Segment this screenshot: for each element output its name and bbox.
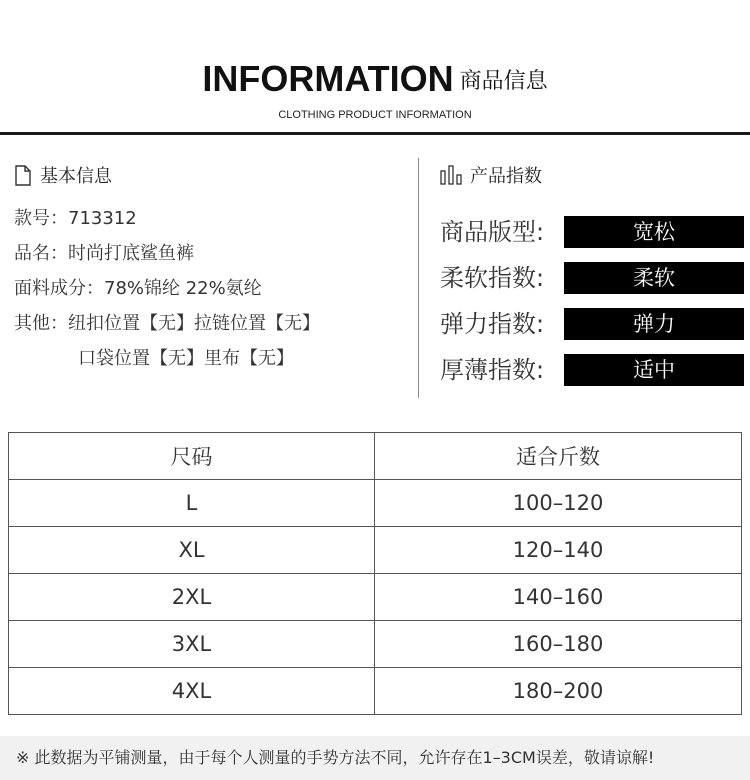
index-value-box: 宽松 [564,216,744,248]
index-value-box: 柔软 [564,262,744,294]
product-name-label: 品名： [14,243,68,264]
size-cell: XL [9,527,375,574]
basic-info-title: 基本信息 [40,166,112,187]
product-name-value: 时尚打底鲨鱼裤 [68,243,194,264]
weight-column-header: 适合斤数 [375,433,742,480]
title-row [0,58,750,100]
index-value-box: 弹力 [564,308,744,340]
size-table [8,432,742,715]
other-label: 其他： [14,313,68,334]
other-value-line1: 纽扣位置【无】拉链位置【无】 [68,313,320,334]
index-label: 商品版型: [440,218,545,246]
weight-cell: 100–120 [375,480,742,527]
bar-chart-icon [440,165,462,185]
measurement-note-bar [0,736,750,780]
measurement-note: ※ 此数据为平铺测量，由于每个人测量的手势方法不同，允许存在1–3CM误差，敬请谅解! [16,748,655,767]
index-value-box: 适中 [564,354,744,386]
weight-cell: 120–140 [375,527,742,574]
table-row [9,621,742,668]
page-subtitle: CLOTHING PRODUCT INFORMATION [278,109,472,121]
size-cell: 2XL [9,574,375,621]
index-row-fit [440,216,745,248]
size-cell: 4XL [9,668,375,715]
fabric-row [14,274,262,300]
page-title-cn: 商品信息 [459,68,548,94]
table-header-row [9,433,742,480]
index-label: 弹力指数: [440,310,545,338]
weight-cell: 180–200 [375,668,742,715]
page-title: INFORMATION [202,58,454,99]
size-cell: L [9,480,375,527]
product-index-title: 产品指数 [470,166,542,187]
index-label: 柔软指数: [440,264,545,292]
section-divider [418,158,419,398]
index-row-elasticity [440,308,745,340]
fabric-value: 78%锦纶 22%氨纶 [104,278,262,299]
product-name-row [14,239,194,265]
document-icon [14,165,32,186]
header [0,0,750,134]
index-label: 厚薄指数: [440,356,545,384]
table-row [9,668,742,715]
index-row-softness [440,262,745,294]
fabric-label: 面料成分： [14,278,104,299]
size-cell: 3XL [9,621,375,668]
index-row-thickness [440,354,745,386]
style-number-value: 713312 [68,208,137,229]
style-number-row [14,204,137,230]
table-row [9,527,742,574]
basic-info-heading [14,162,112,188]
weight-cell: 140–160 [375,574,742,621]
style-number-label: 款号： [14,208,68,229]
product-index-heading [440,162,542,188]
weight-cell: 160–180 [375,621,742,668]
other-row [14,309,320,335]
size-column-header: 尺码 [9,433,375,480]
table-row [9,574,742,621]
table-row [9,480,742,527]
header-divider [0,132,750,135]
other-value-line2: 口袋位置【无】里布【无】 [78,348,294,369]
